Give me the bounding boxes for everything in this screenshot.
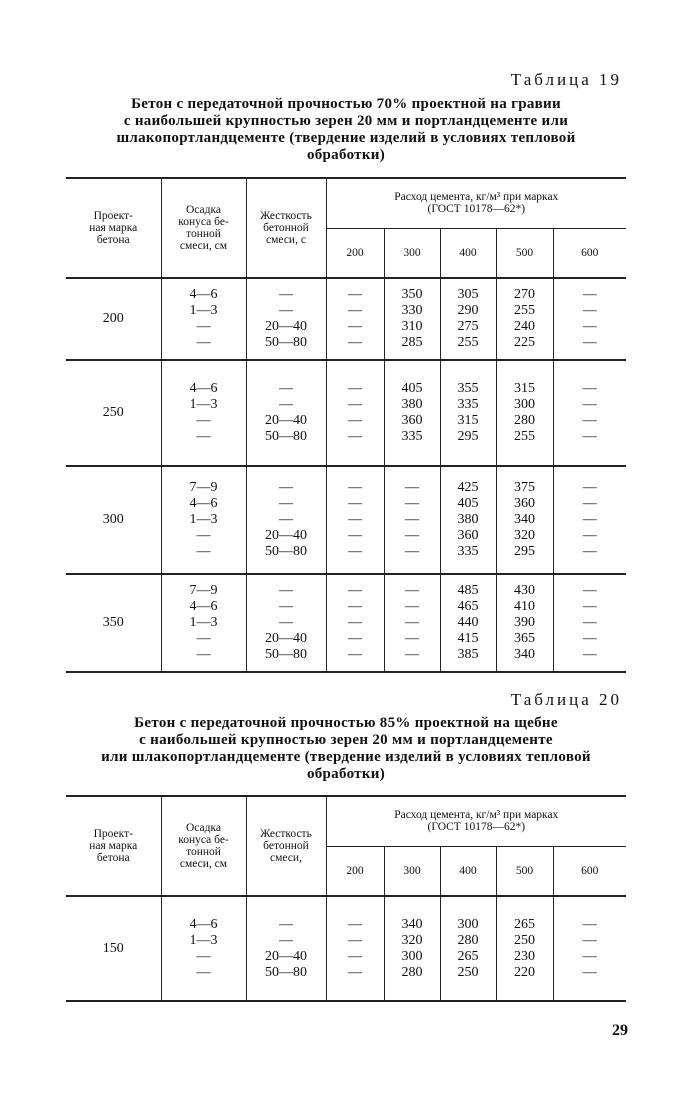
value: —	[348, 303, 362, 318]
m600-cell	[553, 574, 626, 672]
value: —	[582, 319, 597, 334]
value: 380	[401, 397, 423, 412]
value: —	[582, 964, 597, 980]
value: —	[196, 429, 211, 444]
value: —	[348, 429, 362, 444]
value: 340	[401, 916, 423, 932]
m300-cell	[384, 278, 440, 360]
header-consumption-line: (ГОСТ 10178—62*)	[427, 821, 526, 834]
m400-cell	[440, 896, 496, 1001]
value: 50—80	[265, 964, 307, 980]
table-20-title: Бетон с передаточной прочностью 85% проектной на щебне с наибольшей крупностью зерен 20 мм и портландцементе или шлакопортландцементе (твердение изделий в условиях тепловой обработки)	[101, 715, 591, 782]
value: 360	[401, 413, 423, 428]
value: —	[582, 948, 597, 964]
header-mark-200: 200	[326, 846, 384, 896]
value: —	[405, 615, 419, 630]
value: 465	[457, 599, 479, 614]
value: —	[582, 647, 597, 662]
m200-cell	[326, 896, 384, 1001]
value: 405	[457, 496, 479, 511]
stiff-cell	[246, 896, 326, 1001]
m500-cell	[496, 896, 553, 1001]
value: —	[196, 413, 211, 428]
header-grade-line: бетона	[96, 234, 130, 246]
header-mark-500: 500	[496, 228, 553, 278]
stiff-cell	[246, 466, 326, 574]
value: 270	[514, 287, 535, 302]
value: 7—9	[189, 583, 218, 598]
value: 285	[401, 335, 423, 350]
value: —	[405, 512, 419, 527]
value: —	[348, 631, 362, 646]
header-mark-200: 200	[326, 228, 384, 278]
value: —	[279, 932, 293, 948]
header-slump-line: тонной	[186, 228, 221, 240]
m400-cell	[440, 574, 496, 672]
table-20-label: Таблица 20	[510, 690, 622, 709]
value: —	[348, 916, 362, 932]
value: 255	[514, 303, 535, 318]
value: 220	[514, 964, 535, 980]
m300-cell	[384, 360, 440, 466]
value: 7—9	[189, 480, 218, 495]
value: —	[348, 615, 362, 630]
value: 1—3	[189, 512, 218, 527]
value: —	[196, 948, 211, 964]
header-stiffness-line: смеси,	[270, 852, 302, 864]
value: —	[405, 480, 419, 495]
value: 1—3	[189, 397, 218, 412]
value: —	[348, 583, 362, 598]
value: 4—6	[189, 287, 218, 302]
value: 390	[514, 615, 535, 630]
value: 240	[514, 319, 535, 334]
value: —	[348, 496, 362, 511]
m400-cell	[440, 278, 496, 360]
value: —	[582, 335, 597, 350]
value: —	[582, 413, 597, 428]
value: 405	[401, 381, 423, 396]
value: 230	[514, 948, 535, 964]
table-19-label: Таблица 19	[510, 70, 622, 89]
value: —	[348, 599, 362, 614]
value: 225	[514, 335, 535, 350]
table-20-body	[66, 896, 626, 1001]
value: —	[405, 583, 419, 598]
header-grade-line: ная марка	[89, 840, 138, 852]
slump-cell	[161, 360, 246, 466]
table-group-row	[66, 896, 626, 1001]
value: —	[348, 948, 362, 964]
header-grade-line: Проект-	[93, 210, 133, 222]
header-grade-line: Проект-	[93, 828, 133, 840]
value: —	[279, 381, 293, 396]
value: 335	[457, 397, 479, 412]
header-mark-400: 400	[440, 228, 496, 278]
value: 255	[457, 335, 479, 350]
value: —	[405, 496, 419, 511]
value: —	[348, 647, 362, 662]
header-stiffness-line: смеси, с	[266, 234, 306, 246]
value: —	[279, 916, 293, 932]
value: —	[348, 413, 362, 428]
value: 385	[457, 647, 479, 662]
value: —	[582, 932, 597, 948]
value: —	[279, 599, 293, 614]
value: —	[348, 480, 362, 495]
header-grade	[66, 796, 161, 896]
value: 250	[457, 964, 479, 980]
header-stiffness-line: Жесткость	[260, 828, 312, 840]
header-mark-600: 600	[553, 228, 626, 278]
table-19-title: Бетон с передаточной прочностью 70% проектной на гравии с наибольшей крупностью зерен 20 мм и портландцементе или шлакопортландцементе (твердение изделий в условиях тепловой обработки)	[116, 96, 576, 163]
m300-cell	[384, 896, 440, 1001]
value: —	[582, 303, 597, 318]
m200-cell	[326, 360, 384, 466]
value: —	[196, 335, 211, 350]
stiff-cell	[246, 360, 326, 466]
value: 50—80	[265, 335, 307, 350]
value: —	[348, 397, 362, 412]
value: —	[582, 599, 597, 614]
value: 20—40	[265, 528, 307, 543]
value: —	[582, 631, 597, 646]
value: —	[582, 480, 597, 495]
value: —	[348, 319, 362, 334]
value: 275	[457, 319, 479, 334]
value: —	[279, 480, 293, 495]
header-slump-line: Осадка	[185, 204, 222, 216]
value: —	[582, 496, 597, 511]
value: 20—40	[265, 631, 307, 646]
header-stiffness	[246, 796, 326, 896]
value: —	[582, 615, 597, 630]
value: 305	[457, 287, 479, 302]
value: 320	[514, 528, 535, 543]
grade-cell: 250	[102, 405, 124, 420]
value: 315	[457, 413, 479, 428]
value: 340	[514, 512, 535, 527]
header-slump-line: конуса бе-	[178, 216, 229, 228]
value: 410	[514, 599, 535, 614]
header-grade-line: бетона	[96, 852, 130, 864]
value: 310	[401, 319, 423, 334]
header-consumption	[326, 178, 626, 228]
table-20	[66, 795, 626, 1002]
header-mark-400: 400	[440, 846, 496, 896]
m500-cell	[496, 278, 553, 360]
value: 340	[514, 647, 535, 662]
value: 280	[514, 413, 535, 428]
value: 20—40	[265, 413, 307, 428]
value: —	[582, 397, 597, 412]
value: 1—3	[189, 932, 218, 948]
header-slump-line: конуса бе-	[178, 834, 229, 846]
value: —	[348, 544, 362, 559]
header-grade	[66, 178, 161, 278]
table-19	[66, 177, 626, 673]
header-mark-300: 300	[384, 846, 440, 896]
value: —	[279, 496, 293, 511]
value: —	[582, 583, 597, 598]
value: —	[279, 303, 293, 318]
value: —	[582, 429, 597, 444]
stiff-cell	[246, 278, 326, 360]
value: —	[196, 319, 211, 334]
value: 430	[514, 583, 535, 598]
value: —	[582, 381, 597, 396]
m300-cell	[384, 574, 440, 672]
page-number: 29	[612, 1022, 628, 1039]
value: —	[405, 631, 419, 646]
header-stiffness-line: Жесткость	[260, 210, 312, 222]
value: 315	[514, 381, 535, 396]
value: —	[196, 964, 211, 980]
value: 360	[514, 496, 535, 511]
value: —	[196, 528, 211, 543]
value: 320	[401, 932, 423, 948]
value: —	[196, 647, 211, 662]
header-consumption-line: (ГОСТ 10178—62*)	[427, 203, 526, 216]
header-mark-600: 600	[553, 846, 626, 896]
m500-cell	[496, 574, 553, 672]
value: 375	[514, 480, 535, 495]
value: 355	[457, 381, 479, 396]
m600-cell	[553, 360, 626, 466]
value: —	[348, 287, 362, 302]
value: 50—80	[265, 544, 307, 559]
value: —	[348, 932, 362, 948]
value: —	[348, 335, 362, 350]
value: 415	[457, 631, 479, 646]
header-stiffness-line: бетонной	[263, 840, 309, 852]
value: —	[348, 381, 362, 396]
value: —	[196, 544, 211, 559]
value: 380	[457, 512, 479, 527]
value: 330	[401, 303, 423, 318]
value: 280	[401, 964, 423, 980]
header-slump-line: смеси, см	[179, 240, 228, 252]
value: 360	[457, 528, 479, 543]
value: 20—40	[265, 319, 307, 334]
value: —	[582, 544, 597, 559]
value: 1—3	[189, 615, 218, 630]
value: 295	[457, 429, 479, 444]
slump-cell	[161, 574, 246, 672]
value: —	[405, 528, 419, 543]
value: 50—80	[265, 429, 307, 444]
value: 50—80	[265, 647, 307, 662]
value: —	[405, 599, 419, 614]
grade-cell: 200	[102, 311, 124, 326]
m600-cell	[553, 278, 626, 360]
header-slump-line: смеси, см	[179, 858, 228, 870]
value: —	[279, 397, 293, 412]
value: 20—40	[265, 948, 307, 964]
value: 4—6	[189, 916, 218, 932]
value: 350	[401, 287, 423, 302]
value: 4—6	[189, 496, 218, 511]
table-group-row	[66, 574, 626, 672]
header-slump-line: тонной	[186, 846, 221, 858]
table-19-body	[66, 278, 626, 672]
value: —	[405, 647, 419, 662]
m300-cell	[384, 466, 440, 574]
value: —	[279, 512, 293, 527]
m500-cell	[496, 360, 553, 466]
value: 440	[457, 615, 479, 630]
value: 365	[514, 631, 535, 646]
m400-cell	[440, 360, 496, 466]
value: 300	[514, 397, 535, 412]
value: 485	[457, 583, 479, 598]
value: 265	[457, 948, 479, 964]
value: —	[582, 916, 597, 932]
grade-cell: 300	[102, 512, 124, 527]
header-slump	[161, 796, 246, 896]
value: 255	[514, 429, 535, 444]
header-slump	[161, 178, 246, 278]
header-consumption-line: Расход цемента, кг/м³ при марках	[394, 191, 559, 204]
header-consumption-line: Расход цемента, кг/м³ при марках	[394, 809, 559, 822]
header-grade-line: ная марка	[89, 222, 138, 234]
value: 295	[514, 544, 535, 559]
value: 290	[457, 303, 479, 318]
m600-cell	[553, 466, 626, 574]
header-stiffness-line: бетонной	[263, 222, 309, 234]
value: —	[279, 615, 293, 630]
value: —	[279, 583, 293, 598]
stiff-cell	[246, 574, 326, 672]
slump-cell	[161, 896, 246, 1001]
header-slump-line: Осадка	[185, 822, 222, 834]
value: —	[348, 512, 362, 527]
grade-cell: 350	[66, 574, 161, 672]
header-consumption	[326, 796, 626, 846]
header-mark-500: 500	[496, 846, 553, 896]
value: 4—6	[189, 381, 218, 396]
value: 425	[457, 480, 479, 495]
value: 300	[457, 916, 479, 932]
table-group-row	[66, 466, 626, 574]
value: —	[405, 544, 419, 559]
m200-cell	[326, 278, 384, 360]
value: —	[582, 528, 597, 543]
header-mark-300: 300	[384, 228, 440, 278]
value: —	[348, 964, 362, 980]
value: —	[279, 287, 293, 302]
m400-cell	[440, 466, 496, 574]
value: 250	[514, 932, 535, 948]
value: 265	[514, 916, 535, 932]
slump-cell	[161, 278, 246, 360]
value: 300	[401, 948, 423, 964]
value: —	[582, 512, 597, 527]
m200-cell	[326, 574, 384, 672]
value: —	[196, 631, 211, 646]
value: 1—3	[189, 303, 218, 318]
header-stiffness	[246, 178, 326, 278]
m200-cell	[326, 466, 384, 574]
table-group-row	[66, 360, 626, 466]
m500-cell	[496, 466, 553, 574]
value: 280	[457, 932, 479, 948]
table-group-row	[66, 278, 626, 360]
value: —	[348, 528, 362, 543]
value: —	[582, 287, 597, 302]
value: 4—6	[189, 599, 218, 614]
value: 335	[401, 429, 423, 444]
grade-cell: 150	[66, 896, 161, 1001]
slump-cell	[161, 466, 246, 574]
m600-cell	[553, 896, 626, 1001]
value: 335	[457, 544, 479, 559]
